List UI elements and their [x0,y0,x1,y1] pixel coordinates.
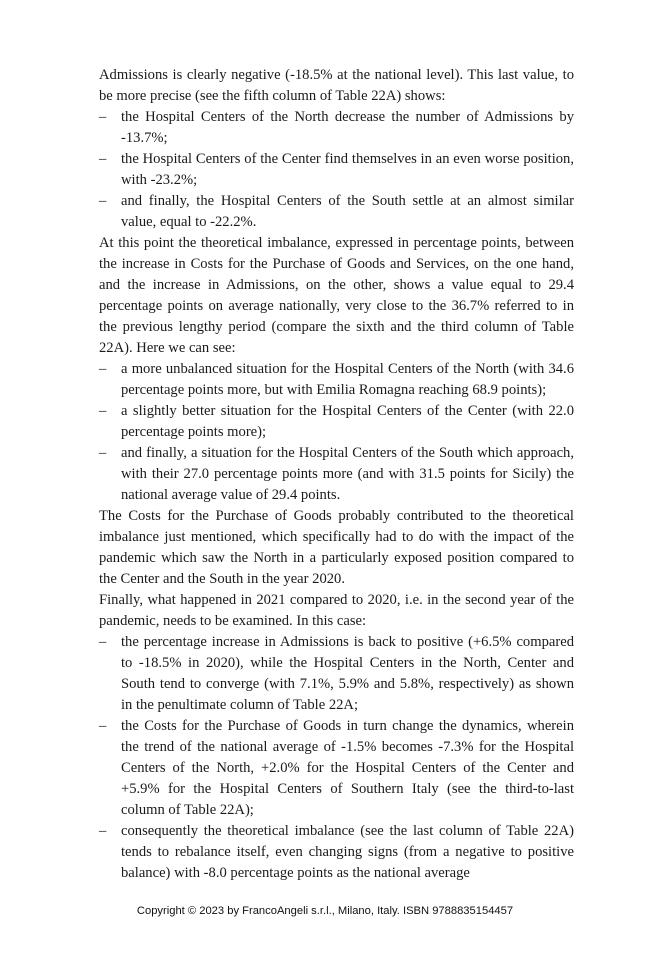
dash-bullet: – [99,403,107,419]
list-item [99,359,574,401]
paragraph: Finally, what happened in 2021 compared to 2020, i.e. in the second year of the pandemic, needs to be examined. In this case: [99,592,574,629]
list-item-text: and finally, a situation for the Hospital Centers of the South which approach, with their 27.0 percentage points more (and with 31.5 points for Sicily) the national average value of 29.4 points. [121,445,574,503]
list-item-text: the Costs for the Purchase of Goods in turn change the dynamics, wherein the trend of the national average of -1.5% becomes -7.3% for the Hospital Centers of the North, +2.0% for the Hospital Centers of the Center and +5.9% for the Hospital Centers of Southern Italy (see the third-to-last column of Table 22A); [121,718,574,818]
list-item-text: the Hospital Centers of the Center find themselves in an even worse position, with -23.2%; [121,151,574,188]
dash-bullet: – [99,193,107,209]
list-item [99,191,574,233]
paragraph: Admissions is clearly negative (-18.5% at the national level). This last value, to be more precise (see the fifth column of Table 22A) shows: [99,67,574,104]
dash-bullet: – [99,634,107,650]
dash-bullet: – [99,361,107,377]
list-item [99,632,574,716]
list-item [99,401,574,443]
dash-bullet: – [99,823,107,839]
list-item-text: consequently the theoretical imbalance (see the last column of Table 22A) tends to rebalance itself, even changing signs (from a negative to positive balance) with -8.0 percentage points as the national average [121,823,574,881]
dash-bullet: – [99,151,107,167]
dash-bullet: – [99,109,107,125]
list-item-text: and finally, the Hospital Centers of the South settle at an almost similar value, equal to -22.2%. [121,193,574,230]
dash-bullet: – [99,718,107,734]
page-body-text [99,65,574,884]
list-item [99,821,574,884]
list-item [99,716,574,821]
list-item [99,443,574,506]
copyright-footer: Copyright © 2023 by FrancoAngeli s.r.l., Milano, Italy. ISBN 9788835154457 [136,905,514,917]
paragraph: The Costs for the Purchase of Goods probably contributed to the theoretical imbalance just mentioned, which specifically had to do with the impact of the pandemic which saw the North in a particularly exposed position compared to the Center and the South in the year 2020. [99,508,574,587]
paragraph: At this point the theoretical imbalance, expressed in percentage points, between the increase in Costs for the Purchase of Goods and Services, on the one hand, and the increase in Admissions, on the other, shows a value equal to 29.4 percentage points on average nationally, very close to the 36.7% referred to in the previous lengthy period (compare the sixth and the third column of Table 22A). Here we can see: [99,235,574,356]
list-item-text: a more unbalanced situation for the Hospital Centers of the North (with 34.6 percentage points more, but with Emilia Romagna reaching 68.9 points); [121,361,574,398]
dash-bullet: – [99,445,107,461]
list-item-text: the percentage increase in Admissions is back to positive (+6.5% compared to -18.5% in 2020), while the Hospital Centers in the North, Center and South tend to converge (with 7.1%, 5.9% and 5.8%, respectively) as shown in the penultimate column of Table 22A; [121,634,574,713]
list-item-text: a slightly better situation for the Hospital Centers of the Center (with 22.0 percentage points more); [121,403,574,440]
list-item-text: the Hospital Centers of the North decrease the number of Admissions by -13.7%; [121,109,574,146]
list-item [99,149,574,191]
list-item [99,107,574,149]
